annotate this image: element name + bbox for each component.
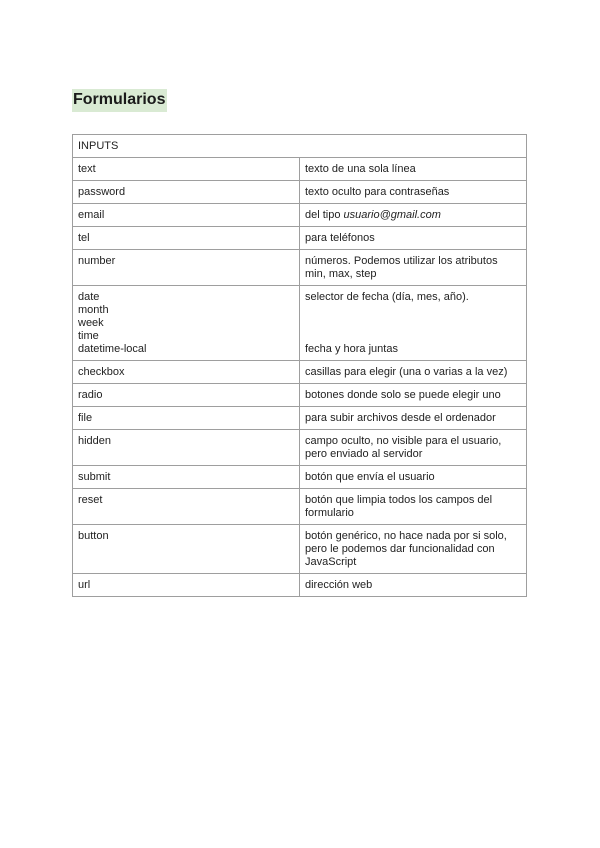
input-type-cell: checkbox xyxy=(73,361,300,384)
table-row xyxy=(73,361,527,384)
table-row xyxy=(73,430,527,466)
input-type-cell: submit xyxy=(73,466,300,489)
table-row xyxy=(73,384,527,407)
input-description-cell: para subir archivos desde el ordenador xyxy=(300,407,527,430)
table-row xyxy=(73,525,527,574)
input-type-cell: text xyxy=(73,158,300,181)
date-description-group xyxy=(305,291,521,356)
input-description-cell: texto de una sola línea xyxy=(300,158,527,181)
input-type-cell: email xyxy=(73,204,300,227)
input-description-cell: botón genérico, no hace nada por si solo, pero le podemos dar funcionalidad con JavaScript xyxy=(300,525,527,574)
input-description-cell: texto oculto para contraseñas xyxy=(300,181,527,204)
input-description-cell: botón que envía el usuario xyxy=(300,466,527,489)
input-description-cell xyxy=(300,204,527,227)
input-type-cell: url xyxy=(73,574,300,597)
table-row xyxy=(73,250,527,286)
input-description-cell: campo oculto, no visible para el usuario, pero enviado al servidor xyxy=(300,430,527,466)
input-type-cell: radio xyxy=(73,384,300,407)
date-description-top: selector de fecha (día, mes, año). xyxy=(305,291,469,303)
table-row xyxy=(73,407,527,430)
input-type-cell: hidden xyxy=(73,430,300,466)
input-type-cell: password xyxy=(73,181,300,204)
input-type-cell: file xyxy=(73,407,300,430)
table-row xyxy=(73,574,527,597)
inputs-table xyxy=(72,134,527,597)
email-example-text: usuario@gmail.com xyxy=(343,209,441,221)
table-row xyxy=(73,181,527,204)
page-title: Formularios xyxy=(72,89,167,112)
table-row xyxy=(73,489,527,525)
input-description-cell: dirección web xyxy=(300,574,527,597)
input-description-cell: números. Podemos utilizar los atributos min, max, step xyxy=(300,250,527,286)
input-type-cell: reset xyxy=(73,489,300,525)
input-description-cell: casillas para elegir (una o varias a la vez) xyxy=(300,361,527,384)
input-description-cell: para teléfonos xyxy=(300,227,527,250)
email-description-prefix: del tipo xyxy=(305,209,344,221)
input-type-cell: tel xyxy=(73,227,300,250)
date-description-bottom: fecha y hora juntas xyxy=(305,343,398,355)
table-row xyxy=(73,466,527,489)
input-description-cell: botón que limpia todos los campos del formulario xyxy=(300,489,527,525)
table-row xyxy=(73,227,527,250)
table-header-row xyxy=(73,135,527,158)
input-type-cell: button xyxy=(73,525,300,574)
table-row xyxy=(73,286,527,361)
table-row xyxy=(73,158,527,181)
table-header-cell: INPUTS xyxy=(73,135,527,158)
input-description-cell: botones donde solo se puede elegir uno xyxy=(300,384,527,407)
input-type-cell: date month week time datetime-local xyxy=(73,286,300,361)
input-description-cell xyxy=(300,286,527,361)
input-type-cell: number xyxy=(73,250,300,286)
table-row xyxy=(73,204,527,227)
